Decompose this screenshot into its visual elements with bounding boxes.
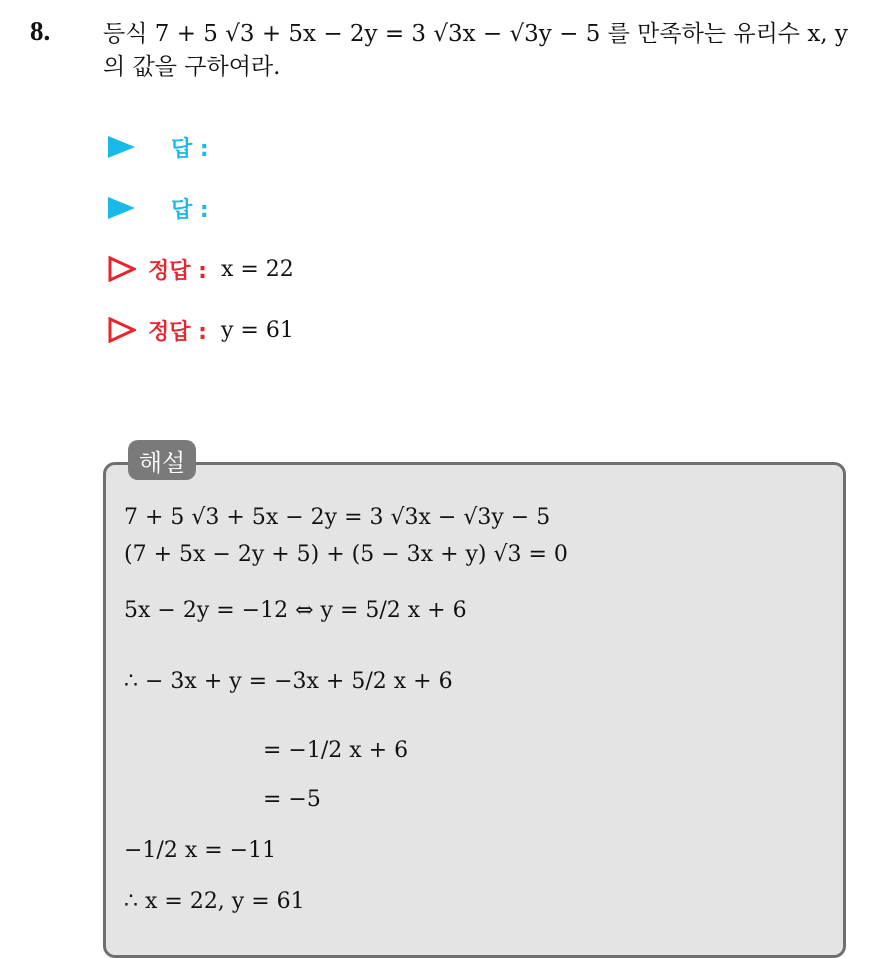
play-triangle-icon bbox=[108, 197, 135, 219]
answer-row-1 bbox=[108, 130, 209, 164]
correct-answer-row-2 bbox=[108, 313, 294, 347]
correct-value-1: x = 22 bbox=[220, 256, 294, 282]
play-triangle-icon bbox=[108, 136, 135, 158]
answer-label-2: 답 : bbox=[171, 197, 209, 223]
solution-title-badge: 해설 bbox=[128, 440, 196, 480]
correct-answer-row-1 bbox=[108, 252, 294, 286]
solution-line-8: ∴ x = 22, y = 61 bbox=[124, 889, 305, 914]
solution-line-6: = −5 bbox=[263, 787, 321, 812]
solution-line-1: 7 + 5 √3 + 5x − 2y = 3 √3x − √3y − 5 bbox=[124, 505, 551, 530]
solution-line-2: (7 + 5x − 2y + 5) + (5 − 3x + y) √3 = 0 bbox=[124, 542, 568, 567]
answer-row-2 bbox=[108, 191, 209, 225]
correct-label-2: 정답 : bbox=[148, 319, 207, 345]
solution-box bbox=[103, 462, 846, 958]
question-text: 등식 7 + 5 √3 + 5x − 2y = 3 √3x − √3y − 5 를 만족하는 유리수 x, y 의 값을 구하여라. bbox=[103, 21, 848, 80]
answer-label-1: 답 : bbox=[171, 136, 209, 162]
solution-line-5: = −1/2 x + 6 bbox=[263, 738, 409, 763]
outline-triangle-icon bbox=[108, 317, 136, 343]
solution-line-3: 5x − 2y = −12 ⇔ y = 5/2 x + 6 bbox=[124, 598, 467, 623]
correct-label-1: 정답 : bbox=[148, 258, 207, 284]
correct-value-2: y = 61 bbox=[220, 317, 294, 343]
solution-line-7: −1/2 x = −11 bbox=[124, 838, 277, 863]
outline-triangle-icon bbox=[108, 256, 136, 282]
solution-line-4: ∴ − 3x + y = −3x + 5/2 x + 6 bbox=[124, 669, 453, 694]
question-number: 8. bbox=[30, 16, 51, 46]
